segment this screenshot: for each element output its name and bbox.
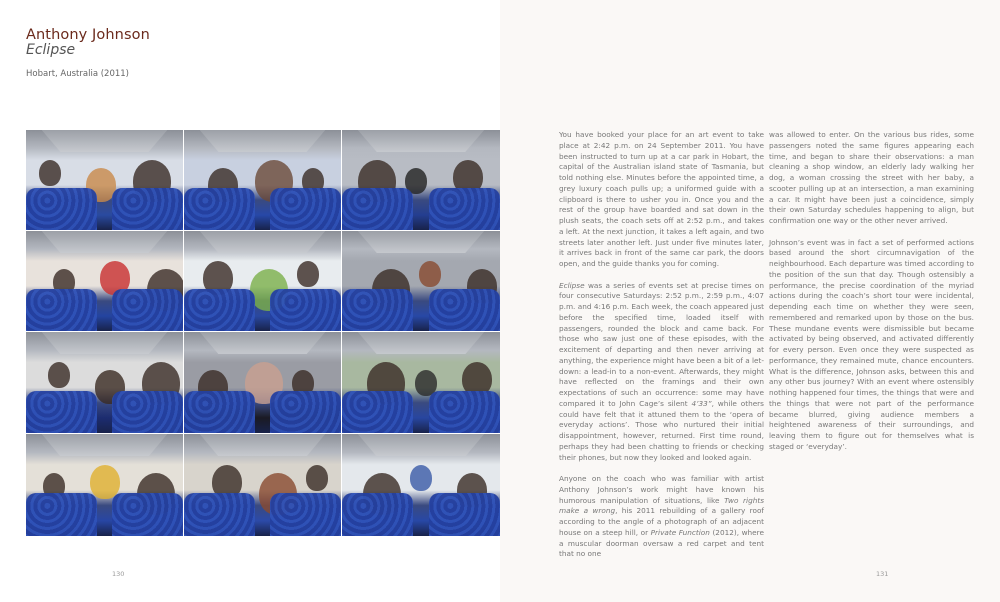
- bus-seat: [112, 493, 183, 536]
- body-paragraph: [559, 281, 764, 464]
- bus-seat: [429, 391, 500, 433]
- paragraph-text: You have booked your place for an art event to take place at 2:42 p.m. on 24 September 2011. You have been instructed to turn up at a car park in Hobart, the capital of the Australian island state of Tasmania, but told nothing else. Minutes before the appointed time, a grey luxury coach pulls up; a uniformed guide with a clipboard is there to usher you in. Once you and the rest of the group have boarded and sat down in the plush seats, the coach sets off at 2:52 p.m., and takes a left. At the next junction, it takes a left again, and two streets later another left. Just under five minutes later, it arrives back in front of the same car park, the doors open, and the guide thanks you for coming.: [559, 130, 764, 268]
- passenger-figure: [419, 261, 441, 287]
- bus-seat: [184, 289, 255, 331]
- bus-seat: [342, 493, 413, 536]
- body-paragraph: [559, 474, 764, 560]
- photo-window-shops-passengers: [342, 434, 500, 536]
- passenger-figure: [306, 465, 328, 491]
- bus-ceiling: [358, 130, 484, 152]
- passenger-figure: [39, 160, 61, 186]
- bus-seat: [270, 188, 341, 230]
- bus-ceiling: [200, 130, 326, 152]
- paragraph-text: (2012), where a muscular doorman oversaw a red carpet and tent that no one: [559, 527, 765, 559]
- bus-seat: [26, 289, 97, 331]
- body-paragraph: [769, 130, 974, 227]
- italic-title-text: Private Function: [650, 527, 710, 537]
- bus-seat: [270, 391, 341, 433]
- work-title: Eclipse: [26, 42, 76, 58]
- text-column-1: [559, 130, 764, 560]
- italic-title-text: 4’33”: [691, 398, 712, 408]
- text-column-2: [769, 130, 974, 453]
- paragraph-text: Anyone on the coach who was familiar with artist Anthony Johnson’s work might have known his humorous manipulation of situations, like: [559, 474, 764, 505]
- paragraph-text: , while others could have felt that it attuned them to the ‘opera of everyday actions’. Those who nurtured their initial disappointment, however, returned. First time round, perhaps they had been chatting to friends or checking their phones, but now they looked and looked again.: [559, 398, 764, 462]
- photo-grid: [26, 130, 500, 536]
- bus-ceiling: [42, 231, 168, 253]
- right-page: [500, 0, 1000, 602]
- bus-seat: [112, 289, 183, 331]
- bus-seat: [270, 493, 341, 536]
- bus-ceiling: [358, 231, 484, 253]
- photo-woman-with-bun-profile: [184, 130, 342, 231]
- photo-smiling-woman-sunglasses: [26, 434, 184, 536]
- bus-ceiling: [200, 231, 326, 253]
- bus-ceiling: [200, 434, 326, 456]
- bus-seat: [429, 289, 500, 331]
- photo-bus-aisle-front-view: [26, 332, 184, 434]
- paragraph-text: was a series of events set at precise times on four consecutive Saturdays: 2:52 p.m., 2:59 p.m., 4:07 p.m. and 4:16 p.m. Each week, the coach appeared just before the specified time, loaded itself with passengers, rounded the block and came back. For those who saw just one of these episodes, with the excitement of departing and then never arriving at anything, the experience might have been a bit of a let-down: a lead-in to a non-event. Afterwards, they might have reflected on the framings and their own expectations of such an occurrence: some may have compared it to John Cage’s silent: [559, 280, 765, 408]
- photo-window-view-red-building: [26, 231, 184, 332]
- italic-title-text: Two rights make a wrong: [559, 495, 765, 516]
- bus-seat: [184, 391, 255, 433]
- passenger-figure: [297, 261, 319, 287]
- bus-ceiling: [42, 434, 168, 456]
- bus-seat: [342, 188, 413, 230]
- bus-seat: [26, 188, 97, 230]
- photo-bus-interior-redhead-passenger: [26, 130, 184, 231]
- photo-street-buildings-window: [184, 434, 342, 536]
- paragraph-text: Johnson’s event was in fact a set of performed actions based around the short circumnavigation of the neighbourhood. Each departure was timed according to the position of the sun that day. Though ostensibly a performance, the precise coordination of the myriad actions during the coach’s short tour were incidental, depending each time on whether they were seen, remembered and remarked upon by those on the bus. These mundane events were dismissible but became activated by being observed, and activated differently for every person. Even once they were suspected as performance, they remained mute, chance encounters. What is the difference, Johnson asks, between this and any other bus journey? With an event where ostensibly nothing happened four times, the things that were and the things that were not part of the performance became blurred, giving audience members a heightened awareness of their surroundings, and leaving them to figure out for themselves what is staged or ‘everyday’.: [769, 237, 974, 451]
- bus-seat: [342, 289, 413, 331]
- passenger-figure: [48, 362, 70, 388]
- photo-traffic-lights-street-view: [184, 231, 342, 332]
- photo-man-in-black-hat: [342, 332, 500, 434]
- photo-video-screen-passengers: [342, 231, 500, 332]
- photo-passengers-in-aisle: [184, 332, 342, 434]
- body-paragraph: [559, 130, 764, 270]
- work-location: Hobart, Australia (2011): [26, 69, 129, 79]
- bus-ceiling: [42, 130, 168, 152]
- bus-seat: [112, 391, 183, 433]
- paragraph-text: , his 2011 rebuilding of a gallery roof according to the angle of a photograph of an adjacent house on a steep hill, or: [559, 506, 764, 537]
- bus-seat: [429, 188, 500, 230]
- italic-title-text: Eclipse: [559, 280, 585, 290]
- bus-seat: [184, 188, 255, 230]
- bus-seat: [342, 391, 413, 433]
- bus-ceiling: [200, 332, 326, 354]
- bus-seat: [184, 493, 255, 536]
- bus-ceiling: [42, 332, 168, 354]
- bus-ceiling: [358, 434, 484, 456]
- bus-seat: [112, 188, 183, 230]
- bus-seat: [26, 391, 97, 433]
- passenger-figure: [410, 465, 432, 491]
- bus-seat: [429, 493, 500, 536]
- artist-name: Anthony Johnson: [26, 27, 150, 43]
- bus-seat: [26, 493, 97, 536]
- bus-seat: [270, 289, 341, 331]
- page-number-left: 130: [112, 570, 125, 578]
- paragraph-text: was allowed to enter. On the various bus rides, some passengers noted the same figures appearing each time, and began to share their observations: a man cleaning a shop window, an elderly lady walking her dog, a woman crossing the street with her baby, a scooter pulling up at an intersection, a man examining a car. It might have been just a coincidence, simply their own Saturday schedules happening to align, but confirmation one way or the other never arrived.: [769, 130, 974, 225]
- page-number-right: 131: [876, 570, 889, 578]
- photo-passengers-with-sunglasses: [342, 130, 500, 231]
- body-paragraph: [769, 238, 974, 453]
- bus-ceiling: [358, 332, 484, 354]
